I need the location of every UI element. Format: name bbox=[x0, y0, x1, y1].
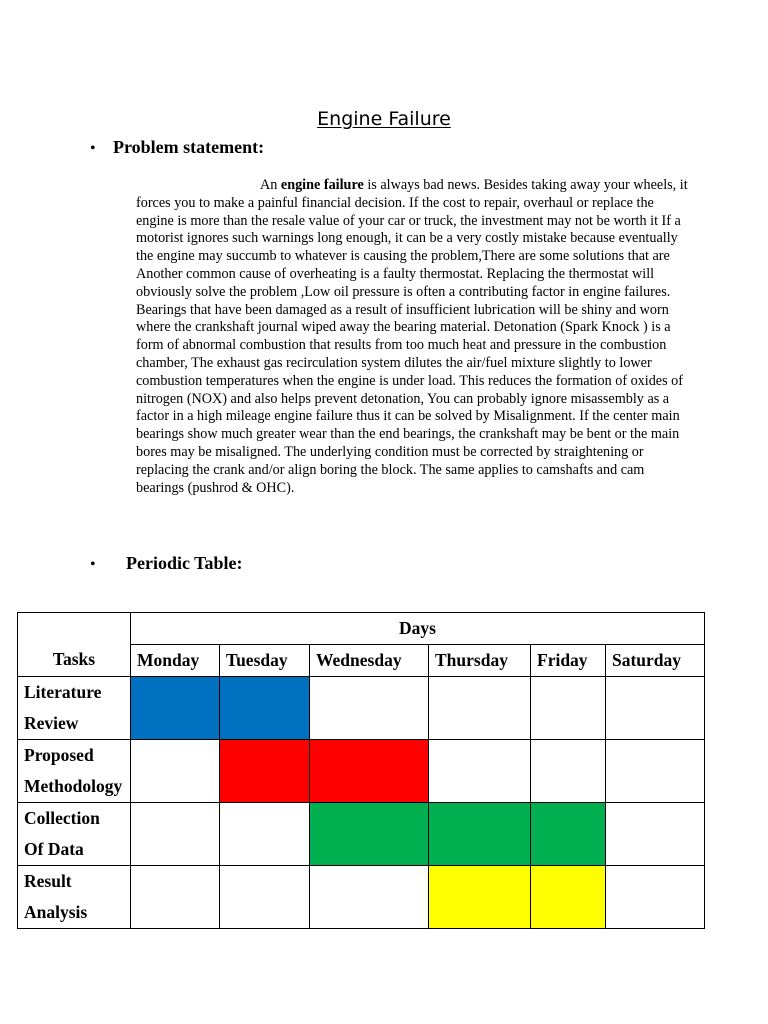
day-header-saturday: Saturday bbox=[606, 645, 705, 677]
task-cell: Literature Review bbox=[18, 677, 131, 740]
table-row bbox=[18, 803, 705, 866]
problem-statement-heading: Problem statement: bbox=[113, 137, 265, 157]
day-header-friday: Friday bbox=[531, 645, 606, 677]
table-row bbox=[18, 677, 705, 740]
schedule-table bbox=[17, 612, 705, 929]
schedule-cell bbox=[606, 866, 705, 929]
days-header: Days bbox=[131, 613, 705, 645]
schedule-cell bbox=[220, 677, 310, 740]
day-header-wednesday: Wednesday bbox=[310, 645, 429, 677]
schedule-cell bbox=[220, 803, 310, 866]
schedule-cell bbox=[429, 740, 531, 803]
schedule-cell bbox=[606, 803, 705, 866]
schedule-cell bbox=[606, 677, 705, 740]
schedule-cell bbox=[606, 740, 705, 803]
bullet-dot: • bbox=[90, 140, 96, 157]
schedule-cell bbox=[310, 677, 429, 740]
day-header-monday: Monday bbox=[131, 645, 220, 677]
document-title: Engine Failure bbox=[317, 108, 451, 130]
schedule-cell bbox=[429, 803, 531, 866]
schedule-cell bbox=[310, 740, 429, 803]
bullet-dot: • bbox=[90, 556, 96, 573]
schedule-cell bbox=[531, 740, 606, 803]
schedule-cell bbox=[429, 677, 531, 740]
task-cell: Collection Of Data bbox=[18, 803, 131, 866]
table-row bbox=[18, 740, 705, 803]
para-prefix: An bbox=[260, 177, 281, 193]
task-cell: Result Analysis bbox=[18, 866, 131, 929]
schedule-cell bbox=[131, 740, 220, 803]
schedule-cell bbox=[131, 677, 220, 740]
table-row bbox=[18, 866, 705, 929]
schedule-cell bbox=[429, 866, 531, 929]
day-header-tuesday: Tuesday bbox=[220, 645, 310, 677]
problem-paragraph bbox=[136, 177, 688, 497]
schedule-cell bbox=[220, 740, 310, 803]
para-body: is always bad news. Besides taking away your wheels, it forces you to make a painful financial decision. If the cost to repair, overhaul or replace the engine is more than the resale value of your car or truck, the investment may not be worth it If a motorist ignores such warnings long enough, it can be a very costly mistake because eventually the engine may succumb to whatever is causing the problem,There are some solutions that are Another common cause of overheating is a faulty thermostat. Replacing the thermostat will obviously solve the problem ,Low oil pressure is often a contributing factor in engine failures. Bearings that have been damaged as a result of insufficient lubrication will be shiny and worn where the crankshaft journal wiped away the bearing material. Detonation (Spark Knock ) is a form of abnormal combustion that results from too much heat and pressure in the combustion chamber, The exhaust gas recirculation system dilutes the air/fuel mixture slightly to lower combustion temperatures when the engine is under load. This reduces the formation of oxides of nitrogen (NOX) and also helps prevent detonation, You can probably ignore misassembly as a factor in a high mileage engine failure thus it can be solved by Misalignment. If the center main bearings show much greater wear than the end bearings, the crankshaft may be bent or the main bores may be misaligned. The underlying condition must be corrected by straightening or replacing the crank and/or align boring the block. The same applies to camshafts and cam bearings (pushrod & OHC). bbox=[136, 177, 688, 496]
tasks-header: Tasks bbox=[18, 613, 131, 677]
schedule-cell bbox=[131, 803, 220, 866]
schedule-cell bbox=[131, 866, 220, 929]
schedule-cell bbox=[531, 803, 606, 866]
para-bold-term: engine failure bbox=[280, 177, 364, 193]
schedule-cell bbox=[310, 866, 429, 929]
day-header-thursday: Thursday bbox=[429, 645, 531, 677]
schedule-cell bbox=[531, 677, 606, 740]
schedule-cell bbox=[220, 866, 310, 929]
schedule-cell bbox=[531, 866, 606, 929]
periodic-table-heading: Periodic Table: bbox=[126, 553, 243, 573]
task-cell: Proposed Methodology bbox=[18, 740, 131, 803]
schedule-cell bbox=[310, 803, 429, 866]
